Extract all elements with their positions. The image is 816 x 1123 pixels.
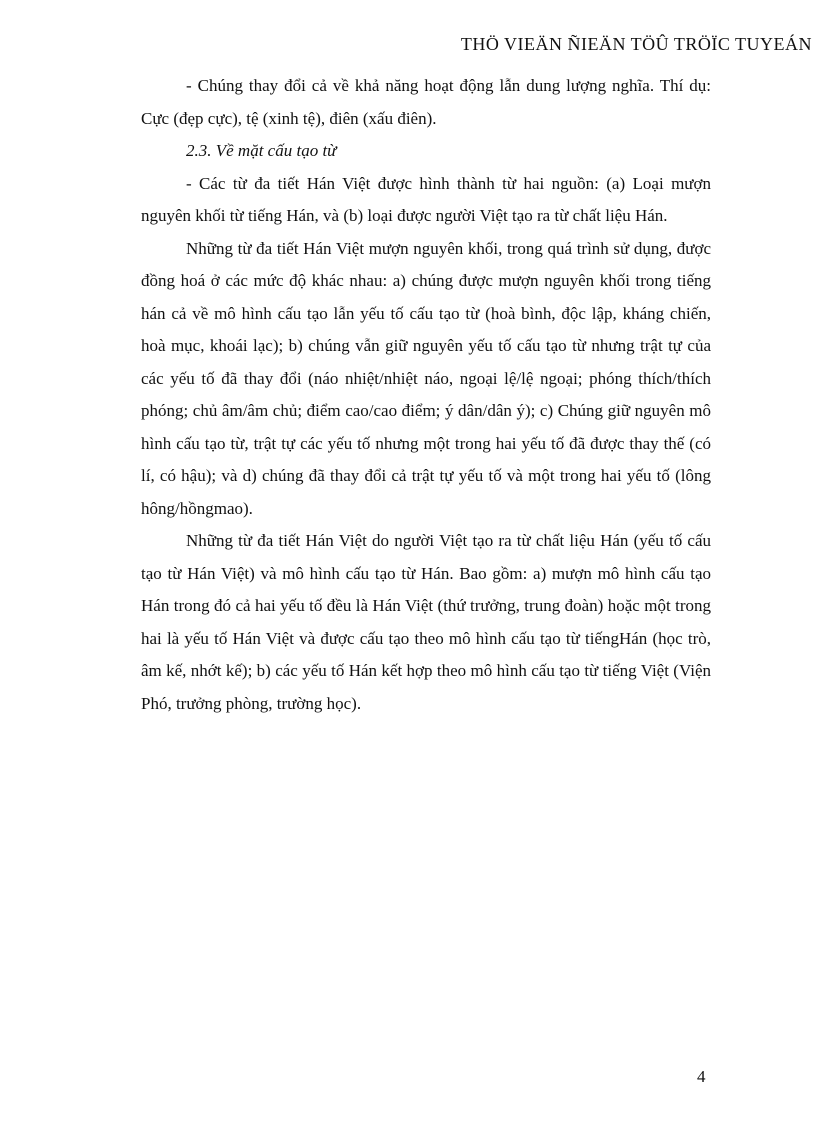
header-title: THÖ VIEÄN ÑIEÄN TÖÛ TRÖÏC TUYEÁN: [460, 34, 812, 54]
page-body: [141, 70, 711, 720]
paragraph-2: - Các từ đa tiết Hán Việt được hình thành từ hai nguồn: (a) Loại mượn nguyên khối từ tiếng Hán, và (b) loại được người Việt tạo ra từ chất liệu Hán.: [141, 173, 711, 225]
paragraph-4: Những từ đa tiết Hán Việt do người Việt tạo ra từ chất liệu Hán (yếu tố cấu tạo từ Hán Việt) và mô hình cấu tạo từ Hán. Bao gồm: a) mượn mô hình cấu tạo Hán trong đó cả hai yếu tố đều là Hán Việt (thứ trưởng, trung đoàn) hoặc một trong hai là yếu tố Hán Việt và được cấu tạo theo mô hình cấu tạo từ tiếngHán (học trò, âm kế, nhớt kế); b) các yếu tố Hán kết hợp theo mô hình cấu tạo từ tiếng Việt (Viện Phó, trưởng phòng, trường học).: [141, 531, 711, 713]
page-number: 4: [697, 1067, 706, 1086]
paragraph-1: - Chúng thay đổi cả về khả năng hoạt động lẫn dung lượng nghĩa. Thí dụ: Cực (đẹp cực), tệ (xinh tệ), điên (xấu điên).: [141, 76, 711, 128]
section-heading: 2.3. Về mặt cấu tạo từ: [186, 141, 337, 160]
paragraph-3: Những từ đa tiết Hán Việt mượn nguyên khối, trong quá trình sử dụng, được đồng hoá ở các mức độ khác nhau: a) chúng được mượn nguyên khối trong tiếng hán cả về mô hình cấu tạo lẫn yếu tố cấu tạo từ (hoà bình, độc lập, kháng chiến, hoà mục, khoái lạc); b) chúng vẫn giữ nguyên yếu tố cấu tạo từ nhưng trật tự của các yếu tố đã thay đổi (náo nhiệt/nhiệt náo, ngoại lệ/lệ ngoại; phóng thích/thích phóng; chủ âm/âm chủ; điểm cao/cao điểm; ý dân/dân ý); c) Chúng giữ nguyên mô hình cấu tạo từ, trật tự các yếu tố nhưng một trong hai yếu tố đã được thay thế (có lí, có hậu); và d) chúng đã thay đổi cả trật tự yếu tố và một trong hai yếu tố (lông hông/hồngmao).: [141, 238, 711, 518]
